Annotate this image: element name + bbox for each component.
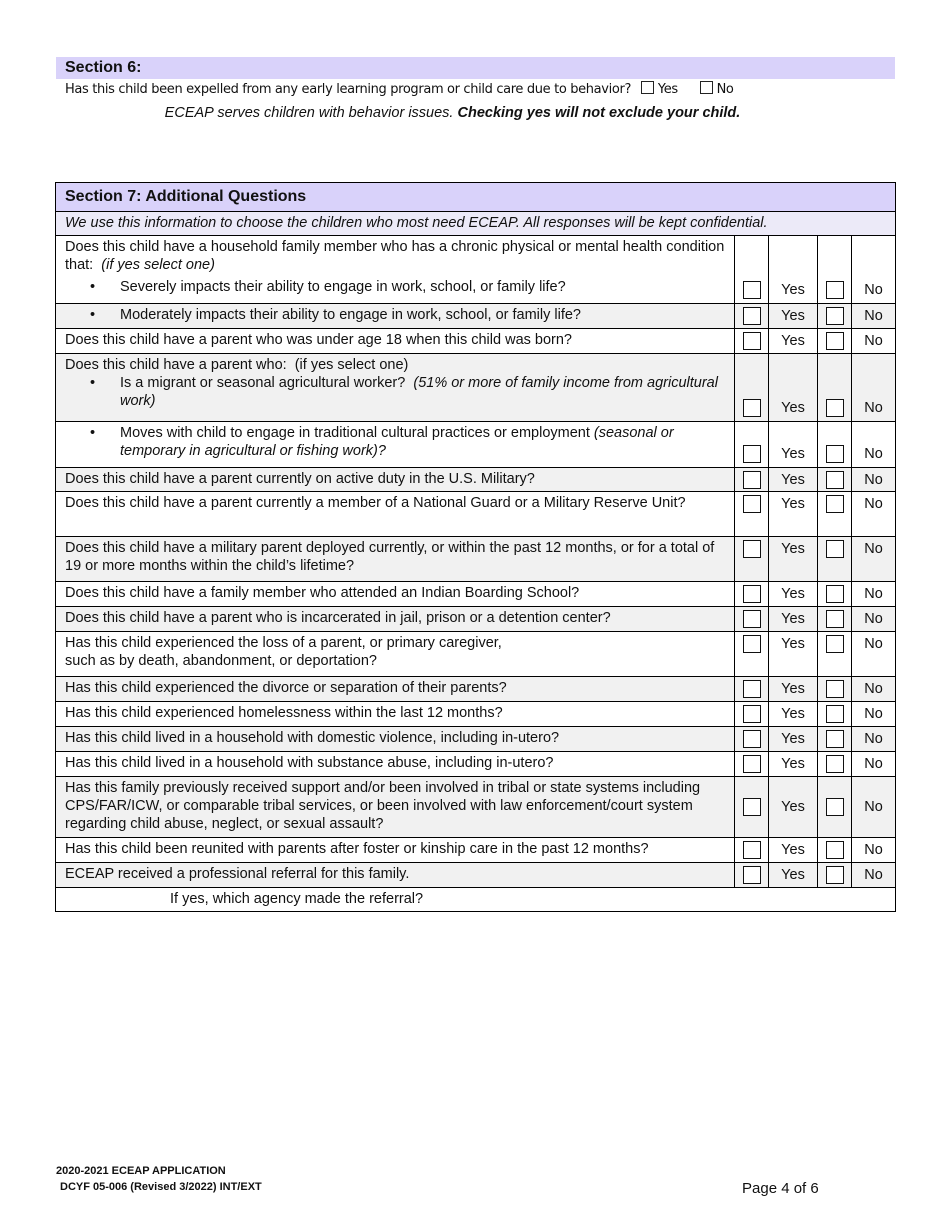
yes-label: Yes	[769, 863, 818, 888]
reunited-no-checkbox[interactable]	[826, 841, 844, 859]
table-row	[56, 607, 896, 632]
yes-checkbox-cell	[735, 863, 769, 888]
table-row	[56, 582, 896, 607]
no-label: No	[852, 777, 896, 838]
yes-label: Yes	[769, 329, 818, 354]
health-stem-note: (if yes select one)	[101, 257, 215, 273]
no-checkbox-cell	[818, 677, 852, 702]
migrant-b-no-checkbox[interactable]	[826, 445, 844, 463]
yes-checkbox-cell	[735, 777, 769, 838]
no-checkbox-cell	[818, 537, 852, 582]
deployed-question: Does this child have a military parent deployed currently, or within the past 12 months, or for a total of 19 or more months within the child’s lifetime?	[56, 537, 735, 582]
no-label: No	[852, 677, 896, 702]
yes-checkbox-cell	[735, 727, 769, 752]
under18-yes-checkbox[interactable]	[743, 332, 761, 350]
loss-line-2: such as by death, abandonment, or deportation?	[65, 653, 377, 669]
yes-label: Yes	[769, 354, 818, 422]
homeless-no-checkbox[interactable]	[826, 705, 844, 723]
footer-line-2: DCYF 05-006 (Revised 3/2022) INT/EXT	[60, 1181, 262, 1193]
yes-checkbox-cell	[735, 537, 769, 582]
no-checkbox-cell	[818, 329, 852, 354]
no-checkbox-cell	[818, 422, 852, 468]
incarcerated-no-checkbox[interactable]	[826, 610, 844, 628]
migrant-a: Is a migrant or seasonal agricultural worker?	[120, 375, 406, 391]
yes-label: Yes	[769, 838, 818, 863]
expelled-yes-label: Yes	[657, 82, 678, 97]
yes-label: Yes	[769, 632, 818, 677]
page-number: Page 4 of 6	[742, 1180, 819, 1197]
no-checkbox-cell	[818, 702, 852, 727]
no-checkbox-cell	[818, 607, 852, 632]
no-label: No	[852, 304, 896, 329]
table-row	[56, 236, 896, 304]
systems-yes-checkbox[interactable]	[743, 798, 761, 816]
no-label: No	[852, 422, 896, 468]
yes-label: Yes	[769, 582, 818, 607]
substance-no-checkbox[interactable]	[826, 755, 844, 773]
active-duty-yes-checkbox[interactable]	[743, 471, 761, 489]
yes-checkbox-cell	[735, 632, 769, 677]
question-cell: • Moves with child to engage in traditional cultural practices or employment (seasonal or temporary in agricultural or fishing work)?	[56, 422, 735, 468]
boarding-yes-checkbox[interactable]	[743, 585, 761, 603]
no-label: No	[852, 632, 896, 677]
active-duty-no-checkbox[interactable]	[826, 471, 844, 489]
section-7-intro-row	[56, 212, 896, 236]
loss-no-checkbox[interactable]	[826, 635, 844, 653]
table-row	[56, 632, 896, 677]
referral-no-checkbox[interactable]	[826, 866, 844, 884]
yes-checkbox-cell	[735, 752, 769, 777]
homeless-question: Has this child experienced homelessness within the last 12 months?	[56, 702, 735, 727]
health-severe-yes-checkbox[interactable]	[743, 281, 761, 299]
homeless-yes-checkbox[interactable]	[743, 705, 761, 723]
table-row	[56, 863, 896, 888]
no-label: No	[852, 702, 896, 727]
expelled-yes-checkbox[interactable]	[641, 81, 654, 94]
yes-checkbox-cell	[735, 236, 769, 304]
question-cell	[56, 632, 735, 677]
boarding-question: Does this child have a family member who attended an Indian Boarding School?	[56, 582, 735, 607]
yes-checkbox-cell	[735, 422, 769, 468]
no-label: No	[852, 329, 896, 354]
section-6-note	[0, 103, 905, 123]
yes-checkbox-cell	[735, 582, 769, 607]
yes-label: Yes	[769, 607, 818, 632]
reunited-yes-checkbox[interactable]	[743, 841, 761, 859]
no-label: No	[852, 468, 896, 492]
health-stem: Does this child have a household family member who has a chronic physical or mental health condition that:	[65, 239, 725, 273]
no-checkbox-cell	[818, 863, 852, 888]
no-checkbox-cell	[818, 752, 852, 777]
no-checkbox-cell	[818, 632, 852, 677]
no-label: No	[852, 582, 896, 607]
under18-question: Does this child have a parent who was under age 18 when this child was born?	[56, 329, 735, 354]
section-7-header	[56, 183, 896, 212]
table-row	[56, 838, 896, 863]
referral-question: ECEAP received a professional referral for this family.	[56, 863, 735, 888]
domestic-no-checkbox[interactable]	[826, 730, 844, 748]
migrant-stem-note: (if yes select one)	[294, 357, 409, 373]
no-label: No	[852, 838, 896, 863]
note-italic: ECEAP serves children with behavior issues.	[164, 105, 454, 121]
no-checkbox-cell	[818, 468, 852, 492]
systems-question: Has this family previously received support and/or been involved in tribal or state systems including CPS/FAR/ICW, or comparable tribal services, or been involved with law enforcement/court system regarding child abuse, neglect, or sexual assault?	[56, 777, 735, 838]
incarcerated-question: Does this child have a parent who is incarcerated in jail, prison or a detention center?	[56, 607, 735, 632]
table-row	[56, 492, 896, 537]
yes-label: Yes	[769, 777, 818, 838]
yes-checkbox-cell	[735, 304, 769, 329]
no-checkbox-cell	[818, 304, 852, 329]
table-row	[56, 888, 896, 912]
loss-line-1: Has this child experienced the loss of a parent, or primary caregiver,	[65, 635, 502, 651]
yes-checkbox-cell	[735, 329, 769, 354]
boarding-no-checkbox[interactable]	[826, 585, 844, 603]
health-moderate-no-checkbox[interactable]	[826, 307, 844, 325]
divorce-question: Has this child experienced the divorce or separation of their parents?	[56, 677, 735, 702]
table-row	[56, 304, 896, 329]
question-cell: Does this child have a household family member who has a chronic physical or mental health condition that: (if yes select one) • Severely impacts their ability to engage in work, school, or family life?	[56, 236, 735, 304]
substance-yes-checkbox[interactable]	[743, 755, 761, 773]
yes-checkbox-cell	[735, 677, 769, 702]
reunited-question: Has this child been reunited with parents after foster or kinship care in the past 12 months?	[56, 838, 735, 863]
table-row	[56, 422, 896, 468]
question-cell: Does this child have a parent who: (if yes select one) • Is a migrant or seasonal agricultural worker? (51% or more of family income from agricultural work)	[56, 354, 735, 422]
agency-referral-field[interactable]	[56, 888, 896, 912]
no-label: No	[852, 236, 896, 304]
loss-yes-checkbox[interactable]	[743, 635, 761, 653]
under18-no-checkbox[interactable]	[826, 332, 844, 350]
migrant-b-note: (seasonal or temporary in agricultural or fishing work)?	[120, 425, 674, 459]
yes-checkbox-cell	[735, 607, 769, 632]
no-label: No	[852, 863, 896, 888]
no-label: No	[852, 492, 896, 537]
note-bold: Checking yes will not exclude your child.	[457, 105, 741, 121]
yes-label: Yes	[769, 422, 818, 468]
incarcerated-yes-checkbox[interactable]	[743, 610, 761, 628]
yes-label: Yes	[769, 677, 818, 702]
section-6-header	[56, 57, 895, 79]
table-row	[56, 329, 896, 354]
no-label: No	[852, 727, 896, 752]
yes-label: Yes	[769, 537, 818, 582]
deployed-no-checkbox[interactable]	[826, 540, 844, 558]
yes-label: Yes	[769, 304, 818, 329]
referral-yes-checkbox[interactable]	[743, 866, 761, 884]
yes-label: Yes	[769, 727, 818, 752]
yes-label: Yes	[769, 752, 818, 777]
agency-question: If yes, which agency made the referral?	[170, 891, 424, 907]
guard-yes-checkbox[interactable]	[743, 495, 761, 513]
expelled-no-checkbox[interactable]	[700, 81, 713, 94]
table-row	[56, 537, 896, 582]
migrant-a-yes-checkbox[interactable]	[743, 399, 761, 417]
yes-label: Yes	[769, 702, 818, 727]
migrant-stem: Does this child have a parent who:	[65, 357, 287, 373]
health-severe-no-checkbox[interactable]	[826, 281, 844, 299]
footer-line-1: 2020-2021 ECEAP APPLICATION	[56, 1165, 226, 1177]
no-label: No	[852, 607, 896, 632]
no-label: No	[852, 537, 896, 582]
no-checkbox-cell	[818, 777, 852, 838]
migrant-a-note: (51% or more of family income from agricultural work)	[120, 375, 718, 409]
migrant-b-yes-checkbox[interactable]	[743, 445, 761, 463]
expelled-question: Has this child been expelled from any early learning program or child care due to behavior?	[65, 82, 632, 97]
divorce-no-checkbox[interactable]	[826, 680, 844, 698]
footer-form-id	[56, 1163, 262, 1195]
table-row	[56, 468, 896, 492]
health-severe: Severely impacts their ability to engage in work, school, or family life?	[120, 279, 566, 295]
no-checkbox-cell	[818, 582, 852, 607]
migrant-a-no-checkbox[interactable]	[826, 399, 844, 417]
guard-question: Does this child have a parent currently a member of a National Guard or a Military Reserve Unit?	[56, 492, 735, 537]
no-checkbox-cell	[818, 838, 852, 863]
yes-checkbox-cell	[735, 838, 769, 863]
active-duty-question: Does this child have a parent currently on active duty in the U.S. Military?	[56, 468, 735, 492]
guard-no-checkbox[interactable]	[826, 495, 844, 513]
yes-label: Yes	[769, 236, 818, 304]
domestic-question: Has this child lived in a household with domestic violence, including in-utero?	[56, 727, 735, 752]
divorce-yes-checkbox[interactable]	[743, 680, 761, 698]
domestic-yes-checkbox[interactable]	[743, 730, 761, 748]
section-7-table	[55, 182, 896, 912]
yes-label: Yes	[769, 468, 818, 492]
no-label: No	[852, 752, 896, 777]
health-moderate-yes-checkbox[interactable]	[743, 307, 761, 325]
substance-question: Has this child lived in a household with substance abuse, including in-utero?	[56, 752, 735, 777]
migrant-b: Moves with child to engage in traditional cultural practices or employment	[120, 425, 590, 441]
no-label: No	[852, 354, 896, 422]
table-row	[56, 677, 896, 702]
table-row	[56, 777, 896, 838]
table-row	[56, 354, 896, 422]
yes-label: Yes	[769, 492, 818, 537]
question-cell: • Moderately impacts their ability to engage in work, school, or family life?	[56, 304, 735, 329]
no-checkbox-cell	[818, 236, 852, 304]
section-7-title: Section 7: Additional Questions	[56, 183, 896, 212]
section-6-question-row	[65, 80, 895, 100]
deployed-yes-checkbox[interactable]	[743, 540, 761, 558]
no-checkbox-cell	[818, 354, 852, 422]
yes-checkbox-cell	[735, 702, 769, 727]
table-row	[56, 752, 896, 777]
yes-checkbox-cell	[735, 354, 769, 422]
section-6-title: Section 6:	[65, 59, 142, 76]
no-checkbox-cell	[818, 727, 852, 752]
no-checkbox-cell	[818, 492, 852, 537]
yes-checkbox-cell	[735, 492, 769, 537]
yes-checkbox-cell	[735, 468, 769, 492]
expelled-no-label: No	[716, 82, 734, 97]
table-row	[56, 702, 896, 727]
section-7-intro: We use this information to choose the children who most need ECEAP. All responses will be kept confidential.	[56, 212, 896, 236]
systems-no-checkbox[interactable]	[826, 798, 844, 816]
table-row	[56, 727, 896, 752]
health-moderate: Moderately impacts their ability to engage in work, school, or family life?	[120, 307, 581, 323]
